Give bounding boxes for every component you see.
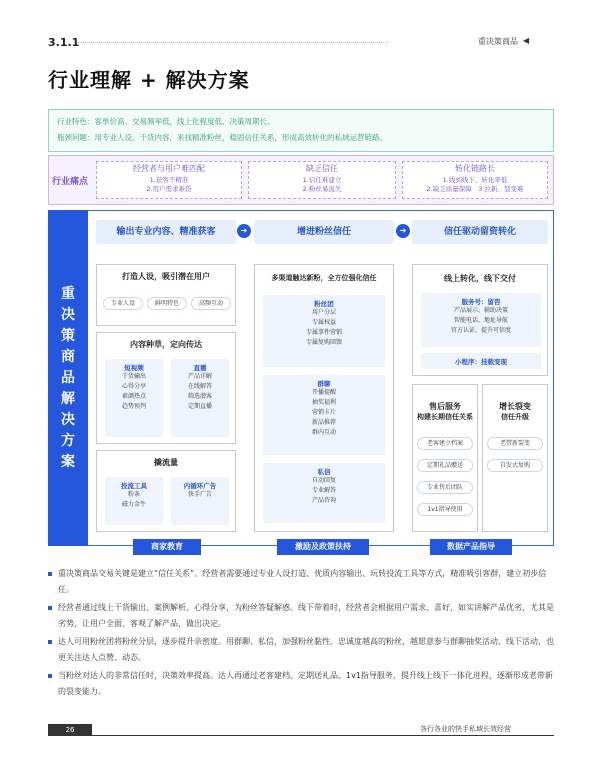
page-number: 26 — [48, 724, 92, 736]
column-header: 输出专业内容、精准获客 — [96, 220, 236, 244]
box-subtitle: 信任升级 — [501, 413, 529, 421]
sub-item: 素颜热点 — [121, 393, 146, 400]
header-divider — [78, 42, 388, 43]
sub-item: 产品咨询 — [311, 497, 336, 504]
sub-item: 趋势预判 — [121, 403, 146, 410]
sub-item: 群内互动 — [311, 429, 336, 436]
side-char: 决 — [61, 411, 75, 428]
sub-item: 专属复购回馈 — [305, 339, 342, 346]
side-char: 重 — [61, 285, 75, 302]
footer-label: 数据产品指导 — [430, 539, 512, 555]
box-title: 内容种草，定向传达 — [130, 340, 202, 349]
box-title: 售后服务 — [429, 402, 461, 411]
tag-pill: 老客建立档案 — [417, 437, 473, 450]
bullet-item: 当粉丝对达人的非常信任时，决策效率提高。达人再通过老客建档、定期送礼品、1v1指导服务，提升线上线下一体化进程，逐渐形成老带新的裂变能力。 — [48, 668, 554, 700]
box-title: 增长裂变 — [499, 402, 531, 411]
side-char: 案 — [61, 453, 75, 470]
sub-card-title: 小程序：挂载变现 — [455, 358, 507, 366]
tag-pill: 自发式复购 — [487, 459, 543, 472]
side-char: 决 — [61, 306, 75, 323]
intro-line: 行业特色：客单价高、交易频率低，线上化程度低、决策周期长。 — [57, 117, 275, 126]
box-title: 撬流量 — [154, 458, 178, 467]
sub-item: 在线解答 — [187, 383, 212, 390]
sub-item: 专属权益 — [311, 319, 336, 326]
pain-column-title: 缺乏信任 — [306, 164, 338, 173]
footer-title: 各行各业的快手私域长效经营 — [420, 725, 511, 733]
intro-box — [48, 109, 554, 152]
sub-card-title: 短视频 — [124, 364, 144, 372]
pain-column — [248, 161, 396, 199]
box-subtitle: 构建长期信任关系 — [417, 413, 473, 421]
sub-item: 开播提醒 — [311, 389, 336, 396]
pain-item: 2.用户需求难货 — [146, 185, 192, 193]
sub-card-title: 内循环广告 — [183, 482, 217, 490]
conversion-box — [412, 264, 548, 376]
sub-item: 专属事件营销 — [305, 329, 342, 336]
side-char: 策 — [61, 327, 75, 344]
pain-item: 1.线到线下、转化率低 — [442, 176, 508, 184]
sub-item: 自动回复 — [311, 477, 336, 484]
traffic-box — [96, 450, 236, 532]
content-box — [96, 332, 236, 444]
box-title: 打造人设，吸引潜在用户 — [122, 272, 210, 281]
trust-box — [254, 264, 394, 532]
page-title: 行业理解 + 解决方案 — [48, 68, 250, 92]
sub-item: 快手广告 — [187, 491, 212, 498]
side-char: 品 — [61, 369, 75, 386]
sub-card-title: 粉丝团 — [314, 300, 334, 308]
bullet-list — [48, 566, 554, 702]
pain-item: 1.信任难建立 — [302, 176, 342, 184]
sub-item: 粉条 — [127, 491, 140, 498]
tag-pill: 定期礼品赠送 — [417, 459, 473, 472]
sub-card — [263, 463, 385, 523]
sub-card — [171, 477, 229, 525]
aftersales-box — [412, 384, 478, 532]
sub-item: 干货输出 — [121, 373, 146, 380]
section-number: 3.1.1 — [48, 36, 80, 49]
sub-item: 智能电话、地址导航 — [453, 317, 508, 324]
pain-column-title: 经营者与用户难匹配 — [133, 164, 205, 173]
pain-column — [402, 161, 548, 199]
pain-item: 1.获客不精准 — [149, 176, 189, 184]
sub-card-title: 投流工具 — [121, 482, 147, 490]
sub-card — [105, 359, 163, 437]
pain-item: 2.粉丝易流失 — [302, 185, 342, 193]
tag-pill: 1v1指导使用 — [417, 503, 473, 516]
bullet-item: 经营者通过线上干货输出、案例解析、心得分享，为粉丝答疑解惑。线下带着时，经营者会根据用户需求、喜好，如实讲解产品优劣，尤其是劣势，让用户全面、客观了解产品，做出决定。 — [48, 600, 554, 632]
footer-label: 激励及政策扶持 — [277, 539, 369, 555]
side-char: 解 — [61, 390, 75, 407]
column-header: 增进粉丝信任 — [254, 220, 394, 244]
tag-pill: 老带新裂变 — [487, 437, 543, 450]
sub-card — [263, 375, 385, 455]
column-header: 信任驱动留资转化 — [412, 220, 548, 244]
box-title: 线上转化，线下交付 — [444, 274, 516, 283]
chapter-title: 重决策商品 — [478, 37, 518, 46]
sub-card-title: 服务号：留咨 — [461, 298, 501, 306]
growth-box — [482, 384, 548, 532]
sub-item: 磁力金牛 — [121, 501, 146, 508]
sub-card-title: 私信 — [317, 468, 331, 476]
sub-card — [421, 293, 541, 347]
side-title — [48, 210, 88, 546]
sub-card — [421, 353, 541, 369]
arrow-right-icon: ➔ — [237, 224, 251, 238]
sub-item: 新品推荐 — [311, 419, 336, 426]
pain-column-title: 转化链路长 — [455, 164, 495, 173]
persona-box — [96, 264, 236, 326]
bullet-item: 达人可用粉丝团将粉丝分层，逐步提升亲密度。用群聊、私信，加强粉丝黏性。忠诚度越高的粉丝，越愿意参与群聊抽奖活动、线下活动，也更关注达人点赞、动态。 — [48, 634, 554, 666]
tag-pill: 鲜明特色 — [147, 297, 187, 310]
sub-item: 产品详解 — [187, 373, 212, 380]
pain-label: 行业痛点 — [51, 176, 88, 187]
triangle-left-icon: ◀ — [523, 36, 530, 45]
sub-item: 心得分享 — [121, 383, 146, 390]
side-char: 方 — [61, 432, 75, 449]
sub-item: 营销卡片 — [311, 409, 336, 416]
pain-item: 2.缺乏质量保障 3.拉新、裂变难 — [426, 185, 524, 193]
sub-item: 专业解答 — [311, 487, 336, 494]
intro-line: 瓶颈问题：用专业人设、干货内容，来找精准粉丝，稳固信任关系，形成高效转化的私域运营链路。 — [57, 133, 387, 142]
sub-card — [263, 295, 385, 367]
tag-pill: 专业人设 — [103, 297, 143, 310]
footer-label: 商家教育 — [133, 539, 201, 555]
arrow-right-icon: ➔ — [396, 224, 410, 238]
box-title: 多渠道触达新粉，全方位强化信任 — [271, 274, 377, 282]
bullet-item: 重决策商品交易关键是建立“信任关系”。经营者需要通过专业人设打造、优质内容输出、玩转投流工具等方式，精准吸引客群，建立初步信任。 — [48, 566, 554, 598]
pain-column — [96, 161, 242, 199]
sub-item: 抽奖福利 — [311, 399, 336, 406]
sub-card-title: 群聊 — [317, 380, 331, 388]
side-char: 商 — [61, 348, 75, 365]
sub-card — [171, 359, 229, 437]
sub-item: 官方认证、提升可信度 — [450, 327, 511, 334]
sub-card — [105, 477, 163, 525]
sub-item: 用户分层 — [311, 309, 336, 316]
sub-item: 定期直播 — [187, 403, 212, 410]
sub-item: 筛选潜客 — [187, 393, 212, 400]
footer-divider — [92, 735, 554, 736]
tag-pill: 专业售后团队 — [417, 481, 473, 494]
tag-pill: 高频互动 — [191, 297, 231, 310]
sub-item: 产品展示、辅助决策 — [453, 307, 508, 314]
sub-card-title: 直播 — [193, 364, 207, 372]
